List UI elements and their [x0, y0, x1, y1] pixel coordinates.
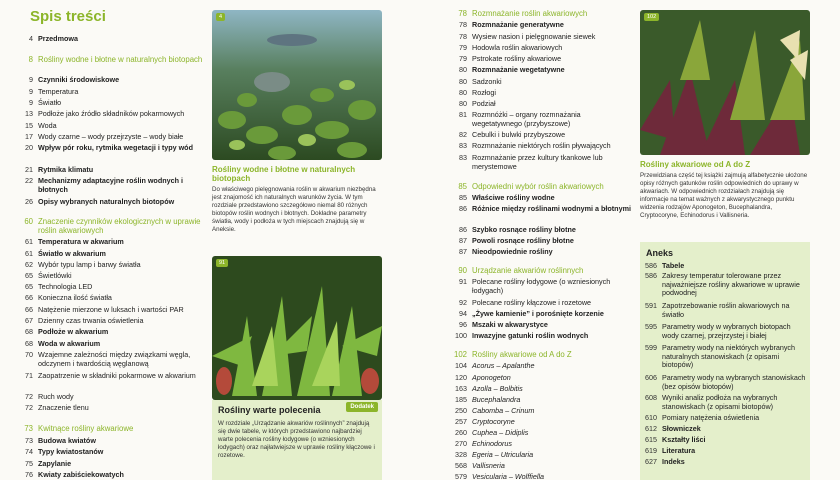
- toc-page-number: 17: [25, 132, 33, 141]
- toc-entry: [640, 414, 806, 423]
- toc-entry-title: Acorus – Apalanthe: [472, 361, 535, 370]
- toc-page-number: 80: [459, 99, 467, 108]
- toc-page-number: 85: [458, 182, 467, 191]
- toc-entry: [16, 250, 206, 259]
- page-badge: 4: [216, 13, 225, 21]
- toc-entry-title: Słowniczek: [662, 424, 701, 433]
- toc-entry-title: Pstrokate rośliny akwariowe: [472, 54, 562, 63]
- toc-page-number: 72: [25, 392, 33, 401]
- toc-page-number: 102: [453, 350, 467, 359]
- toc-page-number: 74: [25, 447, 33, 456]
- toc-page-number: 606: [645, 373, 657, 382]
- toc-entry: [440, 248, 632, 257]
- toc-entry-title: Rozmnażanie niektórych roślin pływających: [472, 141, 611, 150]
- toc-page-number: 26: [25, 197, 33, 206]
- toc-entry: [640, 394, 806, 411]
- toc-page-number: 67: [25, 316, 33, 325]
- page-badge: 91: [216, 259, 228, 267]
- page-title: Spis treści: [30, 8, 106, 25]
- toc-entry: [16, 261, 206, 270]
- toc-page-number: 83: [459, 153, 467, 162]
- toc-entry: [16, 133, 206, 142]
- toc-entry-title: Zapotrzebowanie roślin akwariowych na światło: [662, 301, 790, 319]
- toc-page-number: 9: [29, 87, 33, 96]
- toc-entry-title: Odpowiedni wybór roślin akwariowych: [472, 182, 604, 191]
- toc-entry: [16, 471, 206, 480]
- toc-entry: [16, 328, 206, 337]
- toc-entry: [640, 447, 806, 456]
- toc-page-number: 61: [25, 249, 33, 258]
- toc-page-number: 260: [455, 428, 467, 437]
- toc-entry: [640, 425, 806, 434]
- toc-page-number: 94: [459, 309, 467, 318]
- toc-entry: [16, 283, 206, 292]
- toc-entry: [440, 44, 632, 53]
- toc-entry-title: Podłoże jako źródło składników pokarmowych: [38, 109, 185, 118]
- toc-entry-title: Rozmnażanie przez kultury tkankowe lub merystemowe: [472, 153, 603, 171]
- section-caption-a-to-z: Rośliny akwariowe od A do Z: [640, 160, 751, 169]
- toc-page-number: 60: [24, 217, 33, 226]
- toc-entry: [16, 110, 206, 119]
- toc-page-number: 61: [25, 237, 33, 246]
- toc-page-number: 610: [645, 413, 657, 422]
- toc-entry-title: Rozmnażanie roślin akwariowych: [472, 9, 588, 18]
- toc-entry-title: Woda w akwarium: [38, 339, 101, 348]
- toc-page-number: 87: [459, 236, 467, 245]
- section-description-a-to-z: Przewidziana część tej książki zajmują alfabetycznie ułożone opisy różnych gatunków roślin odpowiednich do uprawy w akwariach. W odpowiednich rozdziałach znajdują się informacje na temat ważnych z akwarystycznego punktu widzenia rodzajów Aponogeton, Bucephalandra, Cryptocoryne, Echinodorus i Vallisneria.: [640, 172, 808, 219]
- toc-page-number: 78: [459, 32, 467, 41]
- toc-entry: [16, 88, 206, 97]
- toc-page-number: 81: [459, 110, 467, 119]
- toc-entry-title: Parametry wody na niektórych wybranych naturalnych stanowiskach (z opisami biotopów): [662, 343, 796, 370]
- toc-page-number: 91: [459, 277, 467, 286]
- toc-entry-title: Powoli rosnące rośliny błotne: [472, 236, 574, 245]
- toc-page-number: 568: [455, 461, 467, 470]
- toc-entry: [440, 462, 632, 471]
- toc-page-number: 85: [459, 193, 467, 202]
- toc-entry: [16, 238, 206, 247]
- toc-page-number: 73: [25, 436, 33, 445]
- toc-entry-title: Wody czarne – wody przejrzyste – wody białe: [38, 132, 184, 141]
- toc-entry-title: Inwazyjne gatunki roślin wodnych: [472, 331, 589, 340]
- toc-entry-title: Światło w akwarium: [38, 249, 106, 258]
- toc-entry: [16, 372, 206, 381]
- recommended-plants-box: [212, 400, 382, 480]
- toc-entry: [16, 99, 206, 108]
- toc-entry: [640, 436, 806, 445]
- toc-entry-title: Różnice między roślinami wodnymi a błotnymi: [472, 204, 631, 213]
- toc-page-number: 87: [459, 247, 467, 256]
- toc-entry-title: Czynniki środowiskowe: [38, 75, 120, 84]
- toc-page-number: 328: [455, 450, 467, 459]
- toc-entry-title: Właściwe rośliny wodne: [472, 193, 555, 202]
- toc-entry-title: Znaczenie tlenu: [38, 403, 89, 412]
- toc-entry-title: Podłoże w akwarium: [38, 327, 109, 336]
- photo-recommended-plants: [212, 256, 382, 400]
- box-text: W rozdziale „Urządzanie akwariów roślinnych” znajdują się dwie tabele, w których przedstawiono najbardziej warte polecenia rośliny łodygowe (o wzniesionych łodygach) oraz najłatwiejsze w uprawie rośliny kłączowe i rozetowe.: [218, 420, 375, 459]
- supplement-tag: Dodatek: [346, 402, 378, 412]
- toc-entry: [440, 66, 632, 75]
- toc-entry-title: Szybko rosnące rośliny błotne: [472, 225, 576, 234]
- toc-entry-title: Rozmnóżki – organy rozmnażania wegetatywnego (przybyszowe): [472, 110, 581, 128]
- toc-page-number: 579: [455, 472, 467, 480]
- toc-entry-title: Nieodpowiednie rośliny: [472, 247, 553, 256]
- toc-entry: [440, 451, 632, 460]
- toc-entry: [440, 89, 632, 98]
- toc-entry: [16, 198, 206, 207]
- toc-page-number: 15: [25, 121, 33, 130]
- toc-entry-title: Vesicularia – Wolffiella: [472, 472, 545, 480]
- toc-entry: [440, 194, 632, 203]
- toc-entry: [16, 177, 206, 194]
- toc-entry: [440, 10, 632, 19]
- toc-entry: [440, 374, 632, 383]
- toc-entry-title: Technologia LED: [38, 282, 93, 291]
- photo-a-to-z: [640, 10, 810, 155]
- toc-entry-title: Rozłogi: [472, 88, 496, 97]
- toc-entry: [440, 332, 632, 341]
- toc-entry: [440, 351, 632, 360]
- toc-page-number: 163: [455, 384, 467, 393]
- toc-entry: [16, 272, 206, 281]
- toc-entry-title: Świetlówki: [38, 271, 72, 280]
- toc-entry: [16, 218, 206, 235]
- toc-entry-title: Mechanizmy adaptacyjne roślin wodnych i błotnych: [38, 176, 183, 194]
- toc-entry: [440, 78, 632, 87]
- toc-entry: [440, 418, 632, 427]
- toc-page-number: 79: [459, 54, 467, 63]
- toc-entry-title: Wysiew nasion i pielęgnowanie siewek: [472, 32, 596, 41]
- toc-page-number: 79: [459, 43, 467, 52]
- toc-entry: [440, 226, 632, 235]
- toc-entry-title: Rośliny wodne i błotne w naturalnych biotopach: [38, 55, 203, 64]
- toc-entry-title: Vallisneria: [472, 461, 505, 470]
- toc-entry: [440, 440, 632, 449]
- toc-page-number: 250: [455, 406, 467, 415]
- toc-entry: [440, 310, 632, 319]
- toc-entry: [16, 448, 206, 457]
- toc-entry-title: Konieczna ilość światła: [38, 293, 112, 302]
- toc-entry: [16, 460, 206, 469]
- toc-page-number: 257: [455, 417, 467, 426]
- toc-entry: [440, 142, 632, 151]
- toc-entry-title: Rozmnażanie wegetatywne: [472, 65, 565, 74]
- toc-page-number: 80: [459, 77, 467, 86]
- toc-entry: [440, 473, 632, 480]
- toc-entry-title: Hodowla roślin akwariowych: [472, 43, 563, 52]
- toc-page-number: 586: [645, 271, 657, 280]
- photo-aquatic-biotope: [212, 10, 382, 160]
- toc-entry: [440, 299, 632, 308]
- toc-page-number: 612: [645, 424, 657, 433]
- toc-page-number: 65: [25, 282, 33, 291]
- toc-page-number: 608: [645, 393, 657, 402]
- toc-entry-title: Rozmnażanie generatywne: [472, 20, 564, 29]
- toc-entry: [16, 294, 206, 303]
- toc-page-number: 21: [25, 165, 33, 174]
- toc-page-number: 8: [28, 55, 33, 64]
- toc-page-number: 80: [459, 65, 467, 74]
- section-description-biotopes: Do właściwego pielęgnowania roślin w akwarium niezbędna jest znajomość ich naturalnych warunków życia. W tym rozdziale przedstawiono szczegółowo niemal 80 różnych biotopów roślin wodnych i błotnych. Dokładne parametry światła, wody i podłoża w tych miejscach znajdują się w Aneksie.: [212, 186, 376, 233]
- toc-entry-title: Polecane rośliny łodygowe (o wzniesionych łodygach): [472, 277, 611, 295]
- toc-page-number: 78: [458, 9, 467, 18]
- toc-page-number: 76: [25, 470, 33, 479]
- toc-entry: [440, 237, 632, 246]
- toc-entry-title: Pomiary natężenia oświetlenia: [662, 413, 760, 422]
- toc-entry-title: Wyniki analiz podłoża na wybranych stanowiskach (z opisami biotopów): [662, 393, 778, 411]
- toc-entry: [440, 131, 632, 140]
- toc-entry-title: Wybór typu lamp i barwy światła: [38, 260, 141, 269]
- toc-page-number: 270: [455, 439, 467, 448]
- toc-entry: [440, 55, 632, 64]
- toc-entry: [440, 396, 632, 405]
- toc-entry-title: Wpływ pór roku, rytmika wegetacji i typy wód: [38, 143, 193, 152]
- toc-entry: [640, 302, 806, 319]
- toc-entry-title: Zaopatrzenie w składniki pokarmowe w akwarium: [38, 371, 196, 380]
- toc-entry-title: Rośliny akwariowe od A do Z: [472, 350, 572, 359]
- toc-page-number: 104: [455, 361, 467, 370]
- toc-entry-title: Cryptocoryne: [472, 417, 515, 426]
- toc-entry-title: Sadzonki: [472, 77, 502, 86]
- annex-title: Aneks: [646, 248, 674, 258]
- toc-entry: [16, 425, 206, 434]
- toc-page-number: 591: [645, 301, 657, 310]
- toc-entry: [440, 267, 632, 276]
- toc-page-number: 20: [25, 143, 33, 152]
- toc-entry-title: Wzajemne zależności między związkami węgla, odczynem i twardością węglanową: [38, 350, 191, 368]
- toc-entry-title: Znaczenie czynników ekologicznych w uprawie roślin akwariowych: [38, 217, 201, 235]
- toc-entry: [16, 166, 206, 175]
- toc-page-number: 68: [25, 339, 33, 348]
- toc-entry-title: Polecane rośliny kłączowe i rozetowe: [472, 298, 592, 307]
- toc-entry-title: Podział: [472, 99, 496, 108]
- toc-entry-title: „Żywe kamienie” i porośnięte korzenie: [472, 309, 604, 318]
- toc-page-number: 65: [25, 271, 33, 280]
- toc-page-number: 66: [25, 293, 33, 302]
- toc-entry: [440, 183, 632, 192]
- toc-entry: [440, 407, 632, 416]
- toc-page-number: 83: [459, 141, 467, 150]
- toc-entry: [16, 76, 206, 85]
- toc-entry-title: Budowa kwiatów: [38, 436, 96, 445]
- toc-page-number: 86: [459, 225, 467, 234]
- toc-entry: [440, 111, 632, 128]
- aquarium-fish-plants-image: [640, 10, 810, 155]
- toc-entry-title: Natężenie mierzone w luksach i wartości PAR: [38, 305, 184, 314]
- toc-entry: [16, 437, 206, 446]
- toc-page-number: 72: [25, 403, 33, 412]
- toc-page-number: 619: [645, 446, 657, 455]
- toc-page-number: 66: [25, 305, 33, 314]
- toc-entry-title: Kwiaty zabiściekowatych: [38, 470, 124, 479]
- toc-entry-title: Literatura: [662, 446, 696, 455]
- toc-entry-title: Cabomba – Crinum: [472, 406, 535, 415]
- toc-page-number: 73: [24, 424, 33, 433]
- toc-entry: [440, 21, 632, 30]
- toc-entry: [16, 351, 206, 368]
- toc-entry-title: Woda: [38, 121, 57, 130]
- toc-entry-title: Kwitnące rośliny akwariowe: [38, 424, 134, 433]
- toc-page-number: 71: [25, 371, 33, 380]
- toc-entry-title: Mszaki w akwarystyce: [472, 320, 548, 329]
- toc-page-number: 68: [25, 327, 33, 336]
- toc-entry-title: Parametry wody na wybranych stanowiskach (bez opisów biotopów): [662, 373, 806, 391]
- toc-page-number: 595: [645, 322, 657, 331]
- toc-entry-title: Echinodorus: [472, 439, 512, 448]
- toc-page-number: 9: [29, 98, 33, 107]
- toc-entry: [16, 144, 206, 153]
- page-badge: 102: [644, 13, 659, 21]
- toc-entry: [640, 323, 806, 340]
- toc-entry: [440, 100, 632, 109]
- aquarium-plants-image: [212, 256, 382, 400]
- toc-page-number: 599: [645, 343, 657, 352]
- toc-entry-title: Zakresy temperatur tolerowane przez najważniejsze rośliny akwariowe w uprawie podwodnej: [662, 271, 800, 298]
- toc-entry-title: Światło: [38, 98, 62, 107]
- toc-entry: [440, 154, 632, 171]
- toc-page-number: 100: [455, 331, 467, 340]
- toc-page-number: 96: [459, 320, 467, 329]
- toc-page-number: 615: [645, 435, 657, 444]
- toc-entry: [440, 321, 632, 330]
- toc-entry-title: Bucephalandra: [472, 395, 521, 404]
- toc-entry: [440, 362, 632, 371]
- toc-page-number: 9: [29, 75, 33, 84]
- toc-entry-title: Azolla – Bolbitis: [472, 384, 523, 393]
- toc-entry: [640, 272, 806, 298]
- toc-entry: [640, 458, 806, 467]
- toc-entry-title: Przedmowa: [38, 34, 78, 43]
- toc-entry-title: Dzienny czas trwania oświetlenia: [38, 316, 144, 325]
- toc-page-number: 62: [25, 260, 33, 269]
- toc-entry: [16, 122, 206, 131]
- toc-page-number: 13: [25, 109, 33, 118]
- toc-entry-title: Opisy wybranych naturalnych biotopów: [38, 197, 175, 206]
- aquarium-plants-image: [212, 10, 382, 160]
- toc-entry: [640, 374, 806, 391]
- toc-entry-title: Aponogeton: [472, 373, 511, 382]
- toc-page-number: 82: [459, 130, 467, 139]
- toc-entry: [640, 262, 806, 271]
- toc-entry: [16, 56, 206, 65]
- toc-entry-title: Indeks: [662, 457, 685, 466]
- toc-entry: [16, 340, 206, 349]
- toc-page-number: 185: [455, 395, 467, 404]
- toc-entry-title: Temperatura: [38, 87, 79, 96]
- toc-page-number: 627: [645, 457, 657, 466]
- toc-entry: [16, 306, 206, 315]
- toc-entry-title: Zapylanie: [38, 459, 72, 468]
- toc-entry-title: Cuphea – Didiplis: [472, 428, 529, 437]
- toc-entry-title: Ruch wody: [38, 392, 74, 401]
- toc-entry: [640, 344, 806, 370]
- toc-entry: [440, 278, 632, 295]
- section-caption-biotopes: Rośliny wodne i błotne w naturalnych biotopach: [212, 165, 356, 183]
- toc-entry-title: Kształty liści: [662, 435, 706, 444]
- box-title: Rośliny warte polecenia: [218, 405, 321, 415]
- toc-page-number: 80: [459, 88, 467, 97]
- toc-page-number: 86: [459, 204, 467, 213]
- toc-page-number: 75: [25, 459, 33, 468]
- toc-entry-title: Tabele: [662, 261, 685, 270]
- toc-page-number: 22: [25, 176, 33, 185]
- toc-entry: [440, 429, 632, 438]
- toc-page-number: 92: [459, 298, 467, 307]
- toc-page-number: 586: [645, 261, 657, 270]
- toc-entry: [16, 35, 206, 44]
- toc-entry: [16, 393, 206, 402]
- toc-page-number: 70: [25, 350, 33, 359]
- toc-entry: [440, 205, 632, 214]
- toc-entry-title: Temperatura w akwarium: [38, 237, 124, 246]
- toc-page-number: 90: [458, 266, 467, 275]
- toc-entry-title: Rytmika klimatu: [38, 165, 94, 174]
- toc-entry-title: Egeria – Utricularia: [472, 450, 534, 459]
- toc-entry-title: Parametry wody w wybranych biotopach wody czarnej, przejrzystej i białej: [662, 322, 791, 340]
- toc-entry: [440, 385, 632, 394]
- toc-entry: [16, 404, 206, 413]
- toc-entry: [440, 33, 632, 42]
- toc-entry-title: Cebulki i bulwki przybyszowe: [472, 130, 566, 139]
- toc-page-number: 4: [29, 34, 33, 43]
- toc-entry-title: Typy kwiatostanów: [38, 447, 104, 456]
- toc-page-number: 78: [459, 20, 467, 29]
- toc-page-number: 120: [455, 373, 467, 382]
- toc-entry: [16, 317, 206, 326]
- toc-entry-title: Urządzanie akwariów roślinnych: [472, 266, 584, 275]
